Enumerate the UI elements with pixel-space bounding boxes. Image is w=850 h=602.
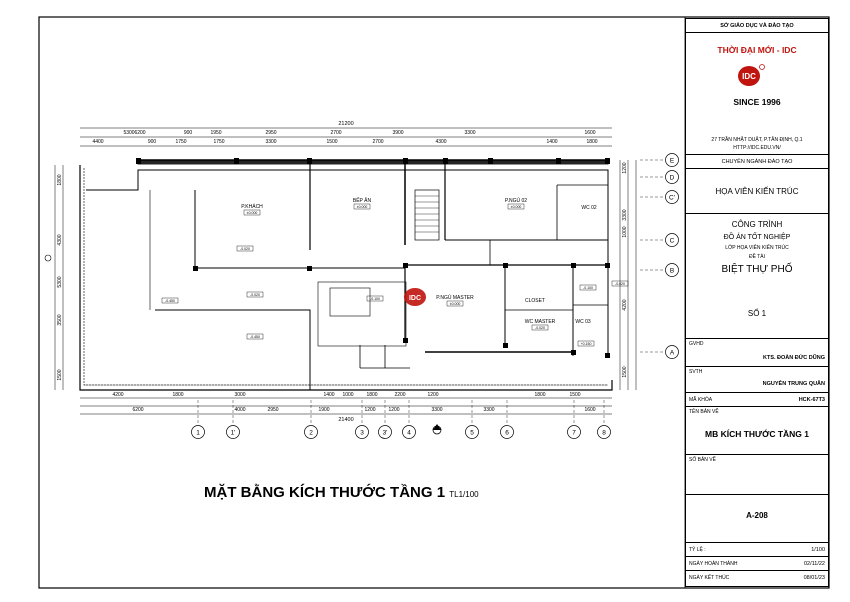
title-block bbox=[685, 18, 829, 587]
level-tag: -0.450 bbox=[165, 299, 175, 303]
grid-axis-5: 3' bbox=[382, 429, 388, 437]
svth-row bbox=[686, 367, 828, 393]
since-year: SINCE 1996 bbox=[733, 97, 781, 107]
scale-row bbox=[686, 543, 828, 557]
bottom-dim-row2: 1200 bbox=[388, 407, 400, 413]
room-label: P.NGỦ 02 bbox=[504, 198, 528, 204]
gvhd-row bbox=[686, 339, 828, 367]
bottom-dim-row1: 2200 bbox=[394, 392, 406, 398]
class-code-label: MÃ KHÓA bbox=[689, 397, 713, 403]
top-dim-row1: 2950 bbox=[265, 130, 277, 136]
grid-axis-d: D bbox=[669, 174, 675, 182]
bottom-total-dim: 21400 bbox=[338, 417, 354, 423]
room-label: BẾP ĂN bbox=[352, 198, 372, 204]
bottom-dim-row1: 1800 bbox=[366, 392, 378, 398]
room-level: ±0.000 bbox=[356, 205, 368, 209]
training-label-row bbox=[686, 155, 828, 169]
scale-label: TỶ LỆ : bbox=[689, 547, 706, 553]
bottom-dim-row1: 1800 bbox=[172, 392, 184, 398]
top-dim-row1: 2700 bbox=[330, 130, 342, 136]
right-side-dim: 1000 bbox=[622, 226, 628, 238]
bottom-dim-row2: 4000 bbox=[234, 407, 246, 413]
level-tag: +0.150 bbox=[580, 342, 592, 346]
sheet-name-label: TÊN BẢN VẼ bbox=[689, 409, 719, 415]
done-value: 02/11/22 bbox=[803, 561, 825, 567]
room-level: ±0.000 bbox=[246, 211, 258, 215]
top-dim-row2: 1750 bbox=[213, 139, 225, 145]
level-tag: -0.020 bbox=[615, 282, 625, 286]
bottom-dim-row2: 3300 bbox=[431, 407, 443, 413]
bottom-dim-row1: 1400 bbox=[323, 392, 335, 398]
number-value: SỐ 1 bbox=[747, 309, 767, 318]
top-total-dim: 21200 bbox=[338, 121, 354, 127]
drawing-title-text: MẶT BẰNG KÍCH THƯỚC TẦNG 1 bbox=[204, 484, 446, 501]
bottom-dim-row2: 2950 bbox=[267, 407, 279, 413]
class-code-row bbox=[686, 393, 828, 407]
right-side-dim: 3300 bbox=[622, 209, 628, 221]
training-value-row bbox=[686, 169, 828, 214]
grid-axis-2: 1' bbox=[230, 429, 236, 437]
svth-value: NGUYỄN TRUNG QUÂN bbox=[762, 381, 825, 387]
room-label: WC 02 bbox=[581, 205, 597, 211]
top-dim-row1: 1600 bbox=[584, 130, 596, 136]
top-dim-row2: 1500 bbox=[326, 139, 338, 145]
room-label: CLOSET bbox=[524, 298, 546, 304]
svg-text:IDC: IDC bbox=[408, 295, 422, 302]
grid-axis-8: 6 bbox=[505, 429, 509, 437]
done-label: NGÀY HOÀN THÀNH bbox=[689, 561, 738, 567]
bottom-dim-row2: 3300 bbox=[483, 407, 495, 413]
room-label: WC 03 bbox=[575, 319, 591, 325]
department: SỞ GIÁO DỤC VÀ ĐÀO TẠO bbox=[720, 23, 794, 29]
end-value: 08/01/23 bbox=[803, 575, 825, 581]
topic-value: BIỆT THỰ PHỐ bbox=[721, 264, 793, 275]
room-label: WC MASTER bbox=[524, 319, 556, 325]
bottom-dim-row1: 4200 bbox=[112, 392, 124, 398]
top-dim-row2: 3300 bbox=[265, 139, 277, 145]
top-dim-row1: 1950 bbox=[210, 130, 222, 136]
grid-axis-7: 5 bbox=[470, 429, 474, 437]
bottom-dim-row2: 6200 bbox=[132, 407, 144, 413]
project-label: CÔNG TRÌNH bbox=[731, 220, 783, 229]
top-dim-row1: 3300 bbox=[464, 130, 476, 136]
sheet-no-value-row bbox=[686, 495, 828, 543]
class-code-value: HCK-67T3 bbox=[798, 397, 825, 403]
room-level: ±0.000 bbox=[449, 302, 461, 306]
level-tag: -0.100 bbox=[370, 297, 380, 301]
grid-axis-6: 4 bbox=[407, 429, 411, 437]
svth-label: SVTH bbox=[689, 369, 703, 375]
drawing-scale: TL1/100 bbox=[449, 490, 479, 499]
top-dim-row1: 6200 bbox=[134, 130, 146, 136]
level-tag: -0.020 bbox=[250, 293, 260, 297]
done-row bbox=[686, 557, 828, 571]
sheet-no-value: A-208 bbox=[746, 511, 768, 520]
sheet-no-row bbox=[686, 455, 828, 495]
bottom-dim-row2: 1600 bbox=[584, 407, 596, 413]
grid-axis-c': C' bbox=[669, 194, 675, 202]
sheet-name-value: MB KÍCH THƯỚC TẦNG 1 bbox=[704, 429, 810, 439]
right-side-dim: 4200 bbox=[622, 299, 628, 311]
department-row bbox=[686, 19, 828, 33]
grid-axis-b: B bbox=[669, 267, 675, 275]
top-dim-row1: 3900 bbox=[392, 130, 404, 136]
grid-axis-9: 7 bbox=[572, 429, 576, 437]
bottom-dim-row1: 1800 bbox=[534, 392, 546, 398]
top-dim-row1: 5300 bbox=[123, 130, 135, 136]
level-tag: -0.100 bbox=[583, 286, 593, 290]
grid-axis-a: A bbox=[669, 349, 675, 357]
bottom-dim-row1: 1500 bbox=[569, 392, 581, 398]
right-side-dim: 1500 bbox=[622, 366, 628, 378]
gvhd-label: GVHD bbox=[689, 341, 704, 347]
top-dim-row2: 4300 bbox=[435, 139, 447, 145]
bottom-dim-row2: 1900 bbox=[318, 407, 330, 413]
room-label: P.KHÁCH bbox=[241, 204, 263, 210]
top-dim-row2: 1750 bbox=[175, 139, 187, 145]
logo-text: IDC bbox=[742, 72, 756, 81]
company-address: 27 TRẦN NHẬT DUẬT, P.TÂN ĐỊNH, Q.1 bbox=[711, 137, 803, 143]
top-dim-row2: 1800 bbox=[586, 139, 598, 145]
end-row bbox=[686, 571, 828, 586]
top-dim-row2: 900 bbox=[147, 139, 157, 145]
project-value: ĐỒ ÁN TỐT NGHIỆP bbox=[723, 234, 791, 241]
right-side-dim: 1200 bbox=[622, 162, 628, 174]
room-level: -0.020 bbox=[535, 326, 545, 330]
bottom-dim-row1: 3000 bbox=[234, 392, 246, 398]
level-tag: -0.450 bbox=[250, 335, 260, 339]
left-side-dim: 1500 bbox=[57, 369, 63, 381]
bottom-dim-row2: 1200 bbox=[364, 407, 376, 413]
left-side-dim: 5300 bbox=[57, 276, 63, 288]
bottom-dim-row1: 1000 bbox=[342, 392, 354, 398]
idc-logo-icon bbox=[737, 63, 765, 87]
grid-axis-c: C bbox=[669, 237, 675, 245]
grid-axis-10: 8 bbox=[602, 429, 606, 437]
left-side-dim: 1800 bbox=[57, 174, 63, 186]
sheet-name-row bbox=[686, 407, 828, 455]
top-dim-row2: 2700 bbox=[372, 139, 384, 145]
grid-axis-1: 1 bbox=[196, 429, 200, 437]
top-dim-row1: 900 bbox=[183, 130, 193, 136]
gvhd-value: KTS. ĐOÀN ĐỨC DŨNG bbox=[762, 355, 825, 361]
top-dim-row2: 1400 bbox=[546, 139, 558, 145]
drawing-title bbox=[204, 484, 479, 501]
topic-label: ĐỀ TÀI bbox=[748, 254, 766, 260]
top-dim-row2: 4400 bbox=[92, 139, 104, 145]
sheet-no-label: SỐ BẢN VẼ bbox=[689, 457, 716, 463]
room-label: P.NGỦ MASTER bbox=[436, 295, 474, 301]
left-side-dim: 4300 bbox=[57, 234, 63, 246]
grid-axis-4: 3 bbox=[360, 429, 364, 437]
level-tag: -0.020 bbox=[240, 247, 250, 251]
left-side-dim: 3500 bbox=[57, 314, 63, 326]
grid-axis-3: 2 bbox=[309, 429, 313, 437]
company-name: THỜI ĐẠI MỚI - IDC bbox=[717, 45, 797, 55]
class-value: LỚP HỌA VIÊN KIẾN TRÚC bbox=[725, 245, 789, 251]
company-block bbox=[686, 33, 828, 155]
training-label: CHUYÊN NGÀNH ĐÀO TẠO bbox=[721, 159, 793, 165]
room-level: ±0.000 bbox=[510, 205, 522, 209]
end-label: NGÀY KẾT THÚC bbox=[689, 575, 730, 581]
grid-axis-e: E bbox=[669, 157, 675, 165]
project-block bbox=[686, 214, 828, 339]
training-value: HỌA VIÊN KIẾN TRÚC bbox=[715, 187, 799, 196]
bottom-dim-row1: 1200 bbox=[427, 392, 439, 398]
scale-value: 1/100 bbox=[811, 547, 825, 553]
company-website: HTTP://IDC.EDU.VN/ bbox=[733, 145, 781, 151]
